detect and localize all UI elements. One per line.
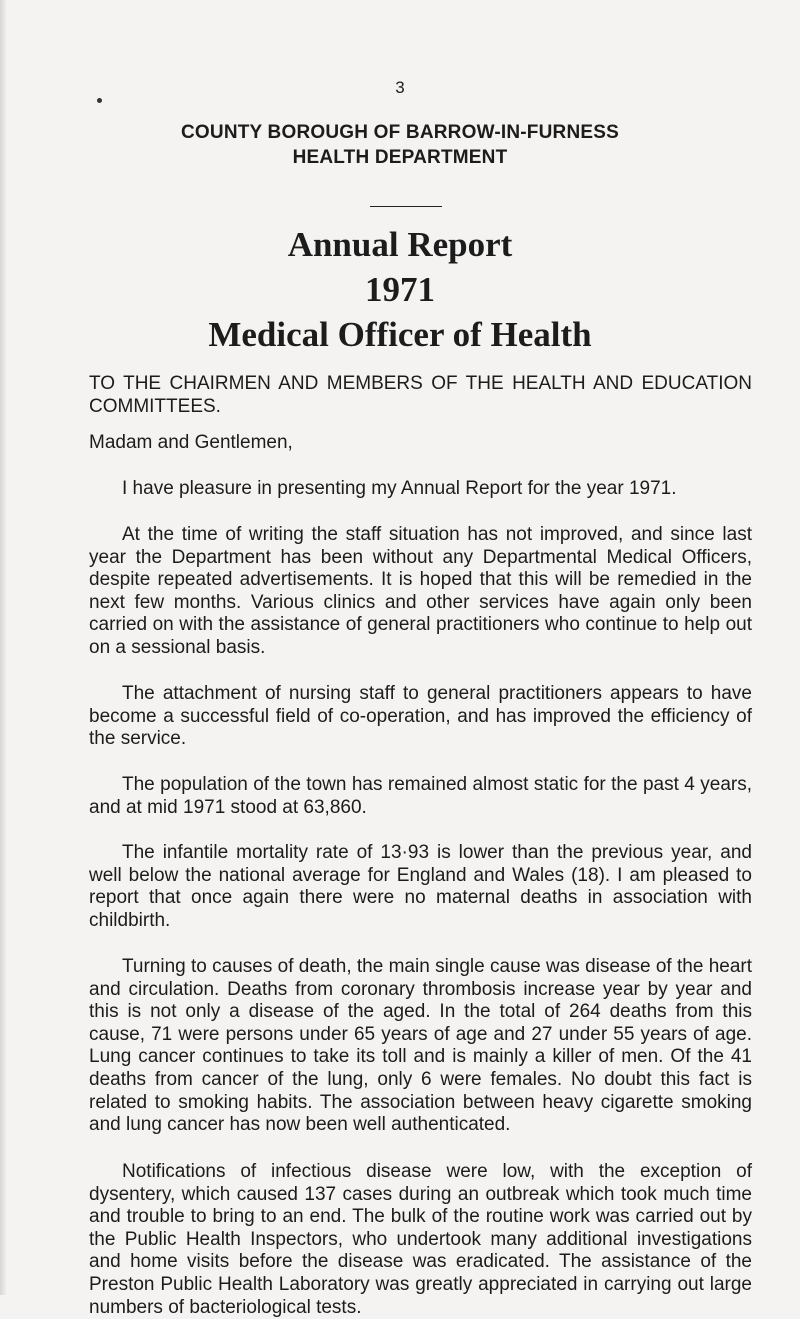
margin-dot xyxy=(97,98,102,103)
page-edge-shadow xyxy=(0,0,7,1295)
paragraph-6: Turning to causes of death, the main single cause was disease of the heart and circulation. Deaths from coronary thrombosis increase year by year and this is not only a disease of the aged. In the total of 264 deaths from this cause, 71 were persons under 65 years of age and 27 under 55 years of age. Lung cancer continues to take its toll and is mainly a killer of men. Of the 41 deaths from cancer of the lung, only 6 were females. No doubt this fact is related to smoking habits. The association between heavy cigarette smoking and lung cancer has now been well authenticated. xyxy=(89,956,752,1136)
paragraph-2: At the time of writing the staff situation has not improved, and since last year the Department has been without any Departmental Medical Officers, despite repeated advertisements. It is hoped that this will be remedied in the next few months. Various clinics and other services have again only been carried on with the assistance of general practitioners who continue to help out on a sessional basis. xyxy=(89,524,752,658)
report-title: Annual Report xyxy=(287,225,513,264)
report-year: 1971 xyxy=(365,270,435,309)
addressee: TO THE CHAIRMEN AND MEMBERS OF THE HEALTH AND EDUCATION COMMITTEES. xyxy=(89,373,752,417)
header-department: HEALTH DEPARTMENT xyxy=(292,147,508,168)
paragraph-5: The infantile mortality rate of 13·93 is lower than the previous year, and well below the national average for England and Wales (18). I am pleased to report that once again there were no maternal deaths in association with childbirth. xyxy=(89,842,752,931)
page-number: 3 xyxy=(395,78,405,97)
report-subtitle: Medical Officer of Health xyxy=(208,315,592,354)
paragraph-7: Notifications of infectious disease were low, with the exception of dysentery, which caused 137 cases during an outbreak which took much time and trouble to bring to an end. The bulk of the routine work was carried out by the Public Health Inspectors, who undertook many additional investigations and home visits before the disease was eradicated. The assistance of the Preston Public Health Laboratory was greatly appreciated in carrying out large numbers of bacteriological tests. xyxy=(89,1161,752,1318)
header-divider xyxy=(370,206,442,207)
paragraph-1: I have pleasure in presenting my Annual Report for the year 1971. xyxy=(122,478,677,499)
paragraph-3: The attachment of nursing staff to general practitioners appears to have become a successful field of co-operation, and has improved the efficiency of the service. xyxy=(89,683,752,750)
salutation: Madam and Gentlemen, xyxy=(89,432,293,453)
header-borough: COUNTY BOROUGH OF BARROW-IN-FURNESS xyxy=(181,122,619,143)
paragraph-4: The population of the town has remained almost static for the past 4 years, and at mid 1971 stood at 63,860. xyxy=(89,774,752,818)
